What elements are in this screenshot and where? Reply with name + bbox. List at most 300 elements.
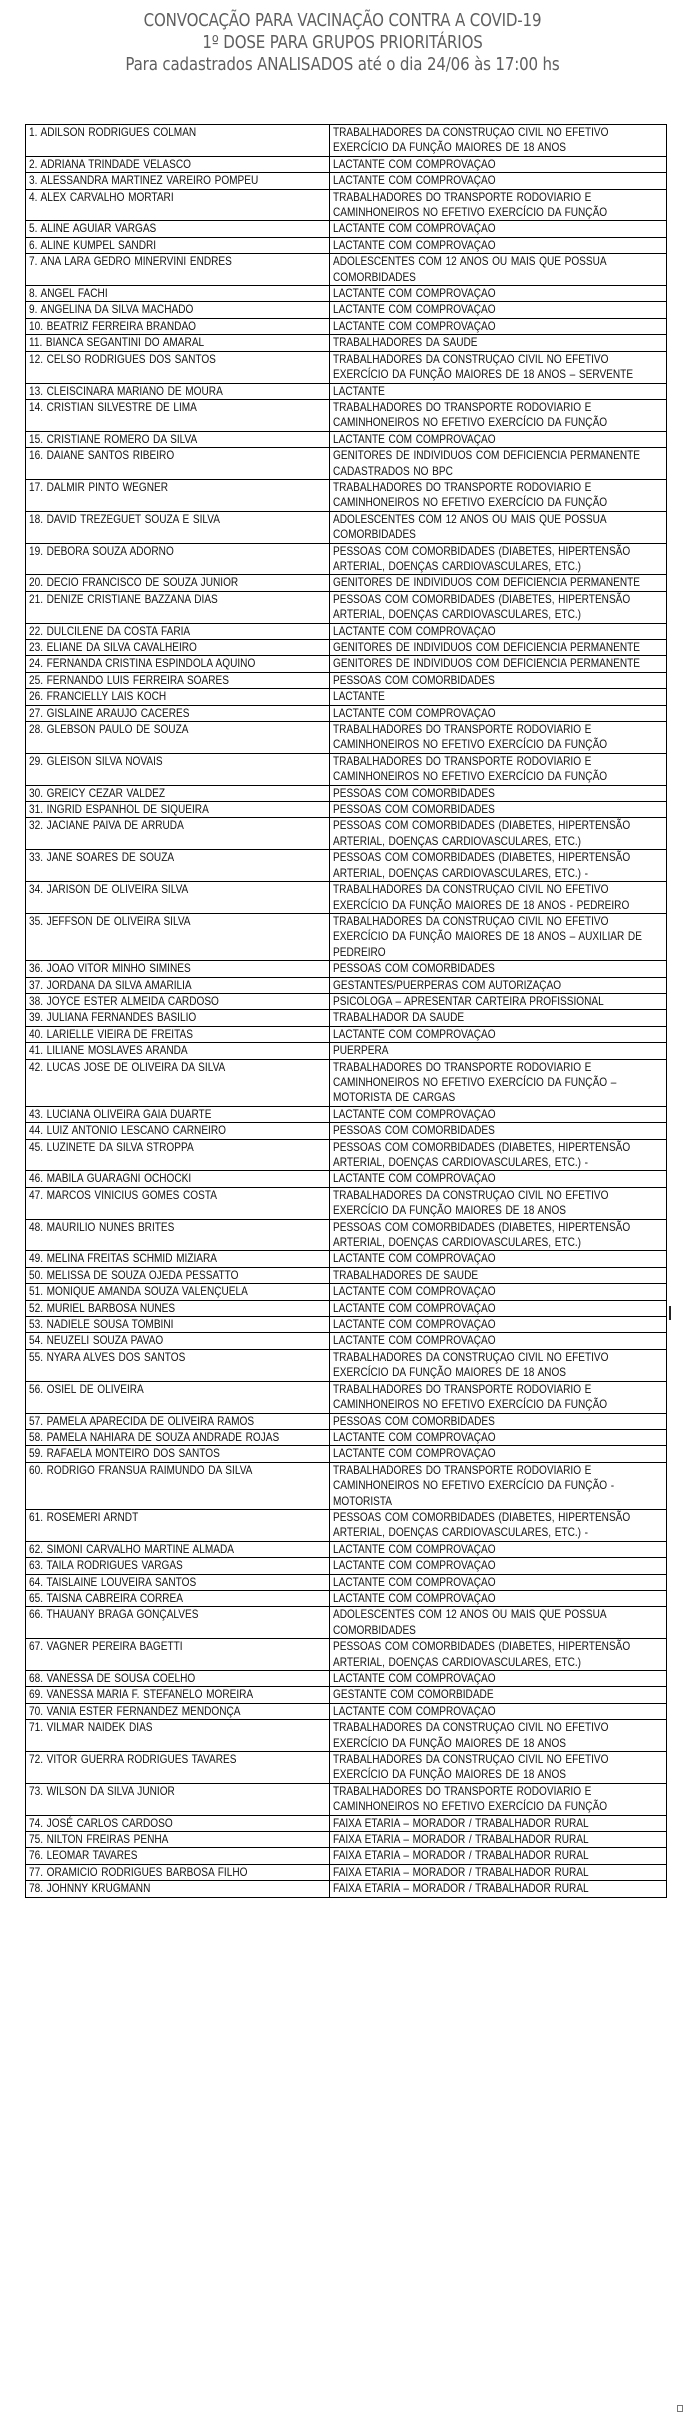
priority-group: PESSOAS COM COMORBIDADES (DIABETES, HIPERTENSÃO ARTERIAL, DOENÇAS CARDIOVASCULARES, ETC.) xyxy=(333,591,631,622)
person-name: 56. OSIEL DE OLIVEIRA xyxy=(29,1381,144,1396)
person-name: 42. LUCAS JOSE DE OLIVEIRA DA SILVA xyxy=(29,1059,226,1074)
person-name: 26. FRANCIELLY LAIS KOCH xyxy=(29,689,167,704)
priority-group-cell xyxy=(330,1848,667,1864)
priority-group-cell xyxy=(330,286,667,302)
priority-group: FAIXA ETARIA – MORADOR / TRABALHADOR RURAL xyxy=(333,1881,589,1896)
table-row xyxy=(26,1590,667,1606)
person-name: 70. VANIA ESTER FERNANDEZ MENDONÇA xyxy=(29,1703,241,1718)
person-name: 11. BIANCA SEGANTINI DO AMARAL xyxy=(29,335,205,350)
table-row xyxy=(26,543,667,575)
priority-group-cell xyxy=(330,173,667,189)
table-row xyxy=(26,1349,667,1381)
person-name: 43. LUCIANA OLIVEIRA GAIA DUARTE xyxy=(29,1106,212,1121)
priority-group: PESSOAS COM COMORBIDADES (DIABETES, HIPERTENSÃO ARTERIAL, DOENÇAS CARDIOVASCULARES, ETC.) - xyxy=(333,1139,631,1169)
table-row xyxy=(26,1123,667,1139)
table-row xyxy=(26,351,667,383)
person-name: 4. ALEX CARVALHO MORTARI xyxy=(29,189,174,204)
name-cell xyxy=(26,254,330,286)
table-row xyxy=(26,1317,667,1333)
person-name: 51. MONIQUE AMANDA SOUZA VALENÇUELA xyxy=(29,1284,248,1299)
person-name: 33. JANE SOARES DE SOUZA xyxy=(29,850,175,865)
priority-group-cell xyxy=(330,1864,667,1880)
name-cell xyxy=(26,818,330,850)
name-cell xyxy=(26,1059,330,1106)
priority-group-cell xyxy=(330,640,667,656)
person-name: 31. INGRID ESPANHOL DE SIQUEIRA xyxy=(29,802,209,817)
person-name: 45. LUZINETE DA SILVA STROPPA xyxy=(29,1139,194,1154)
table-row xyxy=(26,254,667,286)
priority-group: LACTANTE COM COMPROVAÇAO xyxy=(333,1574,496,1589)
name-cell xyxy=(26,237,330,253)
priority-group-cell xyxy=(330,1171,667,1187)
table-row xyxy=(26,383,667,399)
person-name: 77. ORAMICIO RODRIGUES BARBOSA FILHO xyxy=(29,1864,248,1879)
priority-group: LACTANTE COM COMPROVAÇAO xyxy=(333,1251,496,1266)
table-row xyxy=(26,1106,667,1122)
person-name: 21. DENIZE CRISTIANE BAZZANA DIAS xyxy=(29,591,218,606)
person-name: 53. NADIELE SOUSA TOMBINI xyxy=(29,1317,174,1332)
table-row xyxy=(26,1509,667,1541)
priority-group-cell xyxy=(330,656,667,672)
table-row xyxy=(26,1010,667,1026)
priority-group: TRABALHADORES DO TRANSPORTE RODOVIARIO E CAMINHONEIROS NO EFETIVO EXERCÍCIO DA FUNÇÃO - MOTORISTA xyxy=(333,1462,615,1508)
table-row xyxy=(26,1267,667,1283)
name-cell xyxy=(26,221,330,237)
table-row xyxy=(26,1462,667,1509)
priority-group-cell xyxy=(330,1010,667,1026)
priority-group-cell xyxy=(330,591,667,623)
name-cell xyxy=(26,1413,330,1429)
table-row xyxy=(26,1832,667,1848)
priority-group: TRABALHADORES DA CONSTRUÇAO CIVIL NO EFETIVO EXERCÍCIO DA FUNÇÃO MAIORES DE 18 ANOS xyxy=(333,1720,609,1750)
priority-group-cell xyxy=(330,1607,667,1639)
priority-group-cell xyxy=(330,1267,667,1283)
priority-group: LACTANTE COM COMPROVAÇAO xyxy=(333,1671,496,1685)
table-row xyxy=(26,1881,667,1897)
name-cell xyxy=(26,1429,330,1445)
name-cell xyxy=(26,173,330,189)
priority-group-cell xyxy=(330,318,667,334)
priority-group: FAIXA ETARIA – MORADOR / TRABALHADOR RURAL xyxy=(333,1848,589,1863)
priority-group: TRABALHADORES DO TRANSPORTE RODOVIARIO E CAMINHONEIROS NO EFETIVO EXERCÍCIO DA FUNÇÃO xyxy=(333,753,608,784)
name-cell xyxy=(26,640,330,656)
person-name: 8. ANGEL FACHI xyxy=(29,286,108,301)
priority-group-cell xyxy=(330,1541,667,1557)
person-name: 13. CLEISCINARA MARIANO DE MOURA xyxy=(29,383,223,398)
name-cell xyxy=(26,1267,330,1283)
stray-mark xyxy=(669,1306,671,1320)
name-cell xyxy=(26,689,330,705)
table-row xyxy=(26,1639,667,1671)
table-row xyxy=(26,672,667,688)
priority-group-cell xyxy=(330,125,667,157)
name-cell xyxy=(26,1848,330,1864)
name-cell xyxy=(26,1509,330,1541)
name-cell xyxy=(26,1381,330,1413)
name-cell xyxy=(26,575,330,591)
name-cell xyxy=(26,1043,330,1059)
priority-group-cell xyxy=(330,1187,667,1219)
table-row xyxy=(26,479,667,511)
priority-group: PESSOAS COM COMORBIDADES xyxy=(333,1413,496,1428)
person-name: 62. SIMONI CARVALHO MARTINE ALMADA xyxy=(29,1541,235,1556)
name-cell xyxy=(26,656,330,672)
name-cell xyxy=(26,1671,330,1687)
table-row xyxy=(26,623,667,639)
table-row xyxy=(26,448,667,480)
table-row xyxy=(26,302,667,318)
table-row xyxy=(26,640,667,656)
table-row xyxy=(26,961,667,977)
priority-group: TRABALHADORES DA CONSTRUÇAO CIVIL NO EFETIVO EXERCÍCIO DA FUNÇÃO MAIORES DE 18 ANOS – SERVENTE xyxy=(333,351,634,382)
priority-group-cell xyxy=(330,672,667,688)
priority-group-cell xyxy=(330,351,667,383)
name-cell xyxy=(26,1607,330,1639)
priority-group-cell xyxy=(330,1349,667,1381)
table-row xyxy=(26,1541,667,1557)
person-name: 9. ANGELINA DA SILVA MACHADO xyxy=(29,302,194,317)
priority-group-cell xyxy=(330,705,667,721)
priority-group: PESSOAS COM COMORBIDADES xyxy=(333,961,496,976)
document-subtitle: 1º DOSE PARA GRUPOS PRIORITÁRIOS xyxy=(202,33,483,53)
priority-group: LACTANTE COM COMPROVAÇAO xyxy=(333,221,496,236)
priority-group: LACTANTE COM COMPROVAÇAO xyxy=(333,237,496,252)
priority-group: LACTANTE COM COMPROVAÇAO xyxy=(333,1026,496,1041)
name-cell xyxy=(26,1106,330,1122)
priority-group: LACTANTE COM COMPROVAÇAO xyxy=(333,1590,496,1605)
person-name: 48. MAURILIO NUNES BRITES xyxy=(29,1219,175,1234)
table-row xyxy=(26,1251,667,1267)
priority-group: TRABALHADORES DE SAUDE xyxy=(333,1267,479,1282)
table-row xyxy=(26,335,667,351)
priority-group-cell xyxy=(330,1752,667,1784)
table-row xyxy=(26,125,667,157)
table-row xyxy=(26,1059,667,1106)
priority-group-cell xyxy=(330,1462,667,1509)
priority-group-cell xyxy=(330,1671,667,1687)
priority-group-cell xyxy=(330,1720,667,1752)
priority-group: LACTANTE COM COMPROVAÇAO xyxy=(333,1558,496,1573)
priority-group: LACTANTE COM COMPROVAÇAO xyxy=(333,1541,496,1556)
table-row xyxy=(26,977,667,993)
table-row xyxy=(26,1783,667,1815)
person-name: 60. RODRIGO FRANSUA RAIMUNDO DA SILVA xyxy=(29,1462,253,1477)
priority-group-cell xyxy=(330,913,667,960)
table-row xyxy=(26,511,667,543)
priority-group: LACTANTE COM COMPROVAÇAO xyxy=(333,1703,496,1718)
name-cell xyxy=(26,1864,330,1880)
priority-group-cell xyxy=(330,882,667,914)
priority-group-cell xyxy=(330,1333,667,1349)
person-name: 57. PAMELA APARECIDA DE OLIVEIRA RAMOS xyxy=(29,1413,255,1428)
priority-group: FAIXA ETARIA – MORADOR / TRABALHADOR RURAL xyxy=(333,1815,589,1830)
name-cell xyxy=(26,1139,330,1171)
name-cell xyxy=(26,1333,330,1349)
person-name: 46. MABILA GUARAGNI OCHOCKI xyxy=(29,1171,192,1186)
name-cell xyxy=(26,785,330,801)
priority-group: TRABALHADORES DO TRANSPORTE RODOVIARIO E CAMINHONEIROS NO EFETIVO EXERCÍCIO DA FUNÇÃO xyxy=(333,399,608,430)
person-name: 35. JEFFSON DE OLIVEIRA SILVA xyxy=(29,913,191,928)
person-name: 52. MURIEL BARBOSA NUNES xyxy=(29,1300,176,1315)
priority-group: PESSOAS COM COMORBIDADES (DIABETES, HIPERTENSÃO ARTERIAL, DOENÇAS CARDIOVASCULARES, ETC.) xyxy=(333,1639,631,1669)
person-name: 39. JULIANA FERNANDES BASILIO xyxy=(29,1010,197,1025)
name-cell xyxy=(26,1300,330,1316)
person-name: 54. NEUZELI SOUZA PAVAO xyxy=(29,1333,164,1348)
priority-group-cell xyxy=(330,1783,667,1815)
person-name: 5. ALINE AGUIAR VARGAS xyxy=(29,221,157,236)
name-cell xyxy=(26,335,330,351)
priority-group: LACTANTE COM COMPROVAÇAO xyxy=(333,173,496,188)
table-row xyxy=(26,785,667,801)
name-cell xyxy=(26,1881,330,1897)
person-name: 63. TAILA RODRIGUES VARGAS xyxy=(29,1558,183,1573)
person-name: 37. JORDANA DA SILVA AMARILIA xyxy=(29,977,192,992)
table-body xyxy=(26,125,667,1898)
priority-group-cell xyxy=(330,254,667,286)
priority-group: TRABALHADORES DA CONSTRUÇAO CIVIL NO EFETIVO EXERCÍCIO DA FUNÇÃO MAIORES DE 18 ANOS - PEDREIRO xyxy=(333,882,630,912)
priority-group-cell xyxy=(330,1381,667,1413)
person-name: 72. VITOR GUERRA RODRIGUES TAVARES xyxy=(29,1752,237,1767)
name-cell xyxy=(26,383,330,399)
name-cell xyxy=(26,1815,330,1831)
name-cell xyxy=(26,802,330,818)
name-cell xyxy=(26,302,330,318)
table-row xyxy=(26,1720,667,1752)
table-row xyxy=(26,237,667,253)
table-row xyxy=(26,1671,667,1687)
person-name: 41. LILIANE MOSLAVES ARANDA xyxy=(29,1043,188,1058)
priority-group: TRABALHADORES DO TRANSPORTE RODOVIARIO E CAMINHONEIROS NO EFETIVO EXERCÍCIO DA FUNÇÃO xyxy=(333,479,608,510)
table-row xyxy=(26,1703,667,1719)
person-name: 32. JACIANE PAIVA DE ARRUDA xyxy=(29,818,184,833)
table-row xyxy=(26,1043,667,1059)
document-header xyxy=(0,10,685,76)
name-cell xyxy=(26,1349,330,1381)
priority-group-cell xyxy=(330,961,667,977)
name-cell xyxy=(26,1590,330,1606)
table-row xyxy=(26,722,667,754)
table-row xyxy=(26,1381,667,1413)
person-name: 38. JOYCE ESTER ALMEIDA CARDOSO xyxy=(29,993,219,1008)
person-name: 44. LUIZ ANTONIO LESCANO CARNEIRO xyxy=(29,1123,226,1138)
priority-group: LACTANTE COM COMPROVAÇAO xyxy=(333,1300,496,1315)
name-cell xyxy=(26,1446,330,1462)
priority-group: ADOLESCENTES COM 12 ANOS OU MAIS QUE POSSUA COMORBIDADES xyxy=(333,1607,607,1637)
table-row xyxy=(26,1687,667,1703)
priority-group-cell xyxy=(330,993,667,1009)
priority-group: LACTANTE COM COMPROVAÇAO xyxy=(333,1446,496,1461)
table-row xyxy=(26,1429,667,1445)
person-name: 55. NYARA ALVES DOS SANTOS xyxy=(29,1349,186,1364)
priority-group: LACTANTE COM COMPROVAÇAO xyxy=(333,705,496,720)
name-cell xyxy=(26,705,330,721)
table-row xyxy=(26,993,667,1009)
name-cell xyxy=(26,1187,330,1219)
priority-group: PESSOAS COM COMORBIDADES xyxy=(333,785,496,800)
table-row xyxy=(26,1815,667,1831)
person-name: 7. ANA LARA GEDRO MINERVINI ENDRES xyxy=(29,254,232,269)
priority-group: FAIXA ETARIA – MORADOR / TRABALHADOR RURAL xyxy=(333,1832,589,1847)
table-row xyxy=(26,1284,667,1300)
name-cell xyxy=(26,1219,330,1251)
priority-group-cell xyxy=(330,1815,667,1831)
person-name: 47. MARCOS VINICIUS GOMES COSTA xyxy=(29,1187,218,1202)
priority-group: GENITORES DE INDIVIDUOS COM DEFICIENCIA PERMANENTE CADASTRADOS NO BPC xyxy=(333,448,641,478)
priority-group: LACTANTE COM COMPROVAÇAO xyxy=(333,1106,496,1121)
person-name: 73. WILSON DA SILVA JUNIOR xyxy=(29,1783,175,1798)
table-row xyxy=(26,689,667,705)
priority-group: TRABALHADORES DO TRANSPORTE RODOVIARIO E CAMINHONEIROS NO EFETIVO EXERCÍCIO DA FUNÇÃO xyxy=(333,1381,608,1412)
table-row xyxy=(26,431,667,447)
table-row xyxy=(26,286,667,302)
priority-group-cell xyxy=(330,689,667,705)
priority-group-cell xyxy=(330,1059,667,1106)
table-row xyxy=(26,591,667,623)
person-name: 68. VANESSA DE SOUSA COELHO xyxy=(29,1671,196,1685)
priority-group-cell xyxy=(330,431,667,447)
priority-group: LACTANTE COM COMPROVAÇAO xyxy=(333,302,496,317)
name-cell xyxy=(26,351,330,383)
person-name: 69. VANESSA MARIA F. STEFANELO MOREIRA xyxy=(29,1687,254,1702)
priority-group-cell xyxy=(330,722,667,754)
priority-group: TRABALHADORES DA CONSTRUÇAO CIVIL NO EFETIVO EXERCÍCIO DA FUNÇÃO MAIORES DE 18 ANOS xyxy=(333,1752,609,1782)
table-row xyxy=(26,656,667,672)
name-cell xyxy=(26,1832,330,1848)
priority-group-cell xyxy=(330,818,667,850)
priority-group-cell xyxy=(330,1219,667,1251)
table-row xyxy=(26,1026,667,1042)
name-cell xyxy=(26,125,330,157)
name-cell xyxy=(26,156,330,172)
name-cell xyxy=(26,753,330,785)
person-name: 17. DALMIR PINTO WEGNER xyxy=(29,479,169,494)
priority-group: PESSOAS COM COMORBIDADES (DIABETES, HIPERTENSÃO ARTERIAL, DOENÇAS CARDIOVASCULARES, ETC.) xyxy=(333,818,631,848)
priority-group: PESSOAS COM COMORBIDADES (DIABETES, HIPERTENSÃO ARTERIAL, DOENÇAS CARDIOVASCULARES, ETC.) xyxy=(333,1219,631,1250)
priority-group: TRABALHADORES DO TRANSPORTE RODOVIARIO E CAMINHONEIROS NO EFETIVO EXERCÍCIO DA FUNÇÃO xyxy=(333,189,608,220)
table-row xyxy=(26,1558,667,1574)
person-name: 49. MELINA FREITAS SCHMID MIZIARA xyxy=(29,1251,218,1266)
name-cell xyxy=(26,511,330,543)
name-cell xyxy=(26,1574,330,1590)
priority-group-cell xyxy=(330,1043,667,1059)
person-name: 20. DECIO FRANCISCO DE SOUZA JUNIOR xyxy=(29,575,239,590)
name-cell xyxy=(26,591,330,623)
priority-group-cell xyxy=(330,1703,667,1719)
priority-group-cell xyxy=(330,1429,667,1445)
name-cell xyxy=(26,1687,330,1703)
priority-group-cell xyxy=(330,1026,667,1042)
name-cell xyxy=(26,1317,330,1333)
person-name: 50. MELISSA DE SOUZA OJEDA PESSATTO xyxy=(29,1267,239,1282)
priority-group: TRABALHADORES DA CONSTRUÇAO CIVIL NO EFETIVO EXERCÍCIO DA FUNÇÃO MAIORES DE 18 ANOS xyxy=(333,125,609,155)
priority-group: TRABALHADORES DO TRANSPORTE RODOVIARIO E CAMINHONEIROS NO EFETIVO EXERCÍCIO DA FUNÇÃO xyxy=(333,722,608,752)
priority-group: LACTANTE COM COMPROVAÇAO xyxy=(333,1284,496,1299)
priority-group: TRABALHADORES DO TRANSPORTE RODOVIARIO E CAMINHONEIROS NO EFETIVO EXERCÍCIO DA FUNÇÃO – MOTORISTA DE CARGAS xyxy=(333,1059,617,1105)
priority-group: GENITORES DE INDIVIDUOS COM DEFICIENCIA PERMANENTE xyxy=(333,575,641,590)
table-row xyxy=(26,575,667,591)
priority-group: ADOLESCENTES COM 12 ANOS OU MAIS QUE POSSUA COMORBIDADES xyxy=(333,511,607,542)
name-cell xyxy=(26,448,330,480)
person-name: 67. VAGNER PEREIRA BAGETTI xyxy=(29,1639,183,1654)
name-cell xyxy=(26,479,330,511)
priority-group-cell xyxy=(330,1509,667,1541)
priority-group: TRABALHADORES DA SAUDE xyxy=(333,335,478,350)
name-cell xyxy=(26,850,330,882)
priority-group-cell xyxy=(330,543,667,575)
table-row xyxy=(26,399,667,431)
priority-group-cell xyxy=(330,1139,667,1171)
table-row xyxy=(26,1139,667,1171)
priority-group-cell xyxy=(330,1832,667,1848)
table-row xyxy=(26,1752,667,1784)
name-cell xyxy=(26,1639,330,1671)
priority-group: PESSOAS COM COMORBIDADES xyxy=(333,1123,496,1138)
name-cell xyxy=(26,286,330,302)
person-name: 24. FERNANDA CRISTINA ESPINDOLA AQUINO xyxy=(29,656,256,671)
priority-group-cell xyxy=(330,1106,667,1122)
name-cell xyxy=(26,913,330,960)
person-name: 27. GISLAINE ARAUJO CACERES xyxy=(29,705,190,720)
person-name: 65. TAISNA CABREIRA CORREA xyxy=(29,1590,183,1605)
priority-group-cell xyxy=(330,399,667,431)
priority-group-cell xyxy=(330,785,667,801)
person-name: 15. CRISTIANE ROMERO DA SILVA xyxy=(29,431,198,446)
priority-group: TRABALHADORES DA CONSTRUÇAO CIVIL NO EFETIVO EXERCÍCIO DA FUNÇÃO MAIORES DE 18 ANOS – AUXILIAR DE PEDREIRO xyxy=(333,913,643,959)
priority-group: LACTANTE xyxy=(333,383,386,398)
priority-group: GESTANTES/PUERPERAS COM AUTORIZAÇAO xyxy=(333,977,562,992)
person-name: 76. LEOMAR TAVARES xyxy=(29,1848,138,1863)
table-row xyxy=(26,1574,667,1590)
name-cell xyxy=(26,1123,330,1139)
table-row xyxy=(26,1848,667,1864)
person-name: 23. ELIANE DA SILVA CAVALHEIRO xyxy=(29,640,197,654)
name-cell xyxy=(26,399,330,431)
priority-group: LACTANTE COM COMPROVAÇAO xyxy=(333,1317,496,1332)
name-cell xyxy=(26,1010,330,1026)
table-row xyxy=(26,1219,667,1251)
priority-group: PUERPERA xyxy=(333,1043,389,1058)
person-name: 6. ALINE KUMPEL SANDRI xyxy=(29,237,157,252)
priority-group-cell xyxy=(330,1687,667,1703)
priority-group-cell xyxy=(330,1284,667,1300)
priority-group: TRABALHADORES DA CONSTRUÇAO CIVIL NO EFETIVO EXERCÍCIO DA FUNÇÃO MAIORES DE 18 ANOS xyxy=(333,1349,609,1380)
person-name: 3. ALESSANDRA MARTINEZ VAREIRO POMPEU xyxy=(29,173,259,188)
priority-group: FAIXA ETARIA – MORADOR / TRABALHADOR RURAL xyxy=(333,1864,589,1879)
table-row xyxy=(26,189,667,221)
person-name: 58. PAMELA NAHIARA DE SOUZA ANDRADE ROJAS xyxy=(29,1429,280,1444)
table-row xyxy=(26,705,667,721)
table-row xyxy=(26,913,667,960)
priority-group: PESSOAS COM COMORBIDADES xyxy=(333,802,496,817)
name-cell xyxy=(26,1251,330,1267)
person-name: 61. ROSEMERI ARNDT xyxy=(29,1509,139,1524)
priority-group-cell xyxy=(330,802,667,818)
name-cell xyxy=(26,672,330,688)
name-cell xyxy=(26,1720,330,1752)
priority-group-cell xyxy=(330,479,667,511)
priority-group: GENITORES DE INDIVIDUOS COM DEFICIENCIA PERMANENTE xyxy=(333,656,641,671)
priority-group: TRABALHADORES DO TRANSPORTE RODOVIARIO E CAMINHONEIROS NO EFETIVO EXERCÍCIO DA FUNÇÃO xyxy=(333,1783,608,1814)
person-name: 16. DAIANE SANTOS RIBEIRO xyxy=(29,448,175,463)
priority-group-cell xyxy=(330,623,667,639)
name-cell xyxy=(26,623,330,639)
person-name: 1. ADILSON RODRIGUES COLMAN xyxy=(29,125,197,139)
person-name: 59. RAFAELA MONTEIRO DOS SANTOS xyxy=(29,1446,220,1461)
priority-group-cell xyxy=(330,1317,667,1333)
priority-group-cell xyxy=(330,753,667,785)
name-cell xyxy=(26,1703,330,1719)
priority-group: LACTANTE COM COMPROVAÇAO xyxy=(333,1171,496,1186)
